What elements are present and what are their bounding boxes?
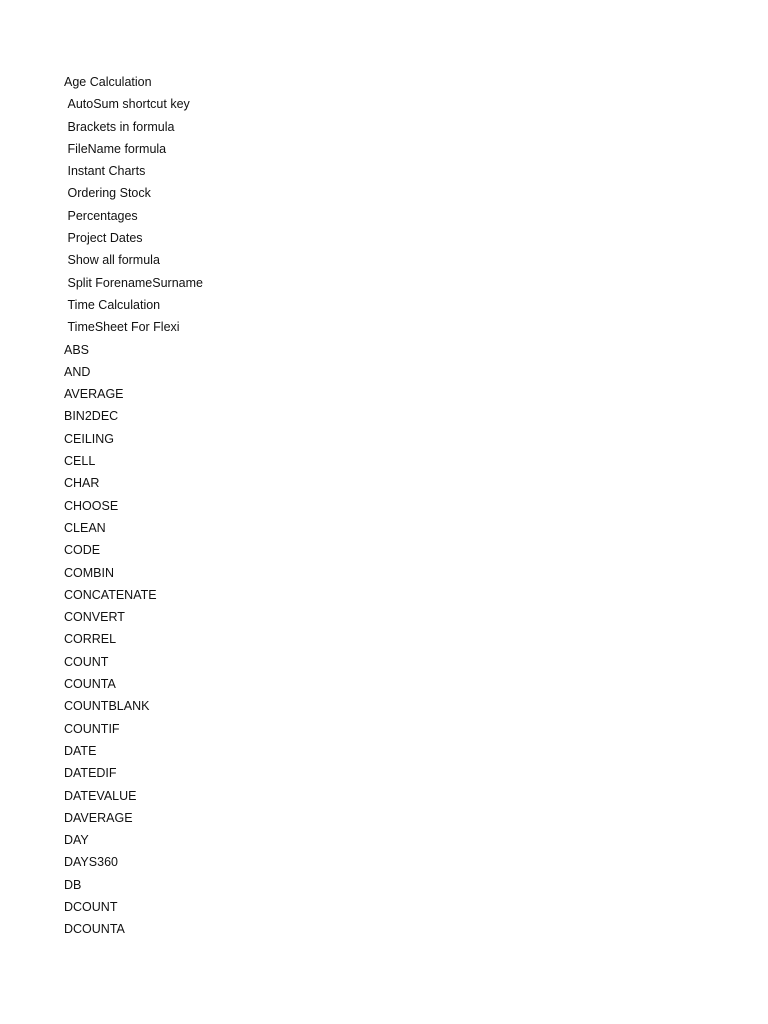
list-item: DCOUNTA xyxy=(64,922,125,937)
list-item: Percentages xyxy=(67,208,138,223)
list-item: Show all formula xyxy=(67,253,160,268)
list-item: Project Dates xyxy=(67,231,143,246)
list-item: DAVERAGE xyxy=(64,810,133,825)
list-item: COMBIN xyxy=(64,565,114,580)
list-item: TimeSheet For Flexi xyxy=(67,320,180,335)
list-item: DATEDIF xyxy=(64,766,117,781)
list-item: BIN2DEC xyxy=(64,409,119,424)
list-item: CONVERT xyxy=(64,610,125,625)
list-item: Ordering Stock xyxy=(67,186,151,201)
list-item: DB xyxy=(64,877,82,892)
list-item: CODE xyxy=(64,543,101,558)
list-item: CELL xyxy=(64,454,96,469)
list-item: Instant Charts xyxy=(67,164,146,179)
list-item: FileName formula xyxy=(67,141,167,156)
list-item: COUNTA xyxy=(64,677,116,692)
list-item: DAY xyxy=(64,833,89,848)
list-item: CEILING xyxy=(64,431,115,446)
list-item: CHAR xyxy=(64,476,100,491)
list-item: CLEAN xyxy=(64,520,106,535)
list-item: AND xyxy=(64,364,91,379)
list-item: AVERAGE xyxy=(64,387,124,402)
list-item: CORREL xyxy=(64,632,117,647)
list-item: Brackets in formula xyxy=(67,119,175,134)
list-item: ABS xyxy=(64,342,90,357)
list-item: CONCATENATE xyxy=(64,587,157,602)
list-item: DATEVALUE xyxy=(64,788,137,803)
list-item: Split ForenameSurname xyxy=(67,275,203,290)
list-item: DAYS360 xyxy=(64,855,118,870)
entry-list xyxy=(64,71,203,941)
list-item: CHOOSE xyxy=(64,498,119,513)
list-item: Age Calculation xyxy=(64,75,152,89)
list-item: AutoSum shortcut key xyxy=(67,97,190,112)
list-item: DATE xyxy=(64,743,97,758)
list-item: Time Calculation xyxy=(67,297,161,312)
list-item: COUNT xyxy=(64,654,109,669)
list-item: COUNTBLANK xyxy=(64,699,150,714)
list-item: COUNTIF xyxy=(64,721,120,736)
list-item: DCOUNT xyxy=(64,899,118,914)
